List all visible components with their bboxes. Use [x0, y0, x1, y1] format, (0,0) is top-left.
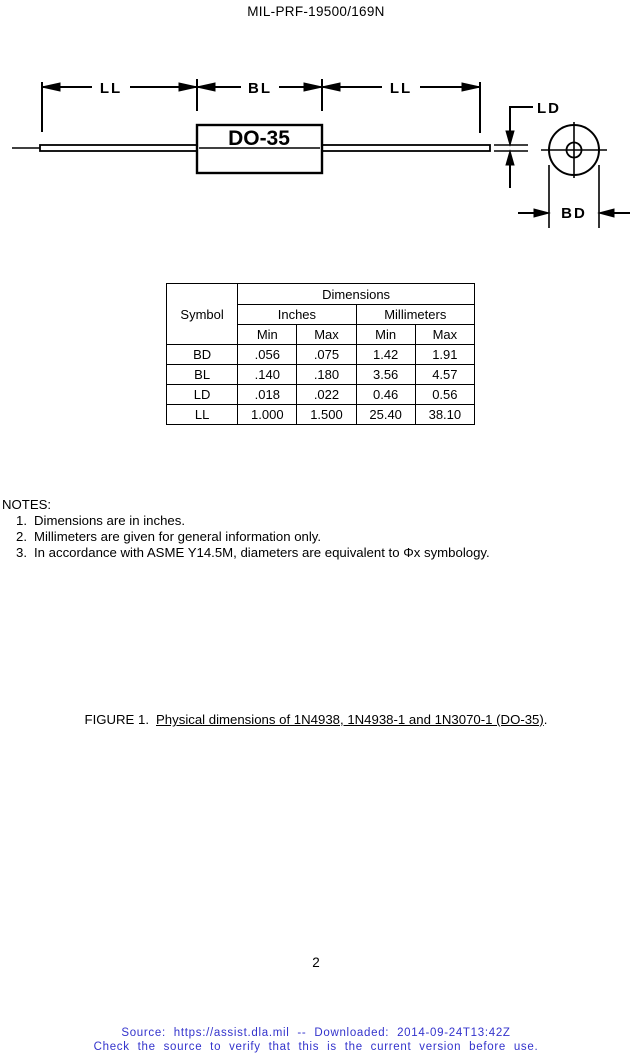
value-cell: .018 — [238, 385, 297, 405]
note-text: In accordance with ASME Y14.5M, diameters are equivalent to Φx symbology. — [34, 545, 490, 560]
note-text: Dimensions are in inches. — [34, 513, 185, 528]
table-header-min: Min — [356, 325, 415, 345]
lead-length-right-label: LL — [389, 80, 413, 97]
value-cell: 38.10 — [415, 405, 474, 425]
lead-right — [322, 145, 490, 151]
arrowhead — [534, 209, 549, 217]
dimensions-table — [166, 283, 475, 425]
arrowhead — [462, 83, 480, 91]
arrowhead — [42, 83, 60, 91]
table-header-max: Max — [297, 325, 356, 345]
arrowhead — [506, 131, 514, 145]
value-cell: .075 — [297, 345, 356, 365]
value-cell: 1.91 — [415, 345, 474, 365]
note-item — [2, 513, 602, 529]
lead-diameter-label: LD — [537, 100, 561, 117]
value-cell: 3.56 — [356, 365, 415, 385]
table-header-dimensions: Dimensions — [238, 284, 475, 305]
table-row — [167, 405, 475, 425]
do-35-outline-drawing — [0, 60, 632, 300]
page-number: 2 — [312, 955, 320, 970]
dimensions-table-container — [166, 283, 475, 425]
arrowhead — [197, 83, 215, 91]
footer-source-line: Source: https://assist.dla.mil -- Downloaded: 2014-09-24T13:42Z — [121, 1027, 511, 1039]
notes-section — [2, 497, 602, 561]
value-cell: 0.46 — [356, 385, 415, 405]
figure-title: Physical dimensions of 1N4938, 1N4938-1 and 1N3070-1 (DO-35) — [156, 712, 544, 727]
end-view — [541, 122, 607, 178]
value-cell: 1.500 — [297, 405, 356, 425]
figure-title-period: . — [543, 712, 548, 727]
notes-heading: NOTES: — [2, 497, 52, 512]
symbol-cell: LL — [167, 405, 238, 425]
note-number: 2. — [16, 529, 27, 544]
download-notice — [0, 1027, 632, 1054]
value-cell: 0.56 — [415, 385, 474, 405]
document-title: MIL-PRF-19500/169N — [247, 4, 385, 19]
table-row — [167, 365, 475, 385]
arrowhead — [304, 83, 322, 91]
symbol-cell: LD — [167, 385, 238, 405]
footer-verify-line: Check the source to verify that this is the current version before use. — [93, 1040, 539, 1053]
arrowhead — [322, 83, 340, 91]
table-row — [167, 345, 475, 365]
body-length-label: BL — [248, 80, 272, 97]
note-item — [2, 545, 602, 561]
note-number: 3. — [16, 545, 27, 560]
figure-number: FIGURE 1. — [84, 712, 149, 727]
value-cell: .140 — [238, 365, 297, 385]
value-cell: 1.42 — [356, 345, 415, 365]
note-item — [2, 529, 602, 545]
table-row — [167, 385, 475, 405]
package-name-label: DO-35 — [228, 127, 290, 150]
table-header-max: Max — [415, 325, 474, 345]
table-header-min: Min — [238, 325, 297, 345]
note-number: 1. — [16, 513, 27, 528]
lead-diameter-callout — [506, 107, 533, 188]
arrowhead — [599, 209, 614, 217]
lead-length-left-label: LL — [99, 80, 123, 97]
arrowhead — [506, 151, 514, 165]
figure-caption — [0, 712, 632, 727]
table-header-inches: Inches — [238, 305, 356, 325]
value-cell: 25.40 — [356, 405, 415, 425]
value-cell: .180 — [297, 365, 356, 385]
value-cell: .022 — [297, 385, 356, 405]
lead-left — [40, 145, 197, 151]
value-cell: .056 — [238, 345, 297, 365]
note-text: Millimeters are given for general information only. — [34, 529, 322, 544]
arrowhead — [179, 83, 197, 91]
table-header-millimeters: Millimeters — [356, 305, 474, 325]
symbol-cell: BL — [167, 365, 238, 385]
body-diameter-label: BD — [561, 205, 587, 222]
value-cell: 1.000 — [238, 405, 297, 425]
value-cell: 4.57 — [415, 365, 474, 385]
table-header-symbol: Symbol — [167, 284, 238, 345]
symbol-cell: BD — [167, 345, 238, 365]
